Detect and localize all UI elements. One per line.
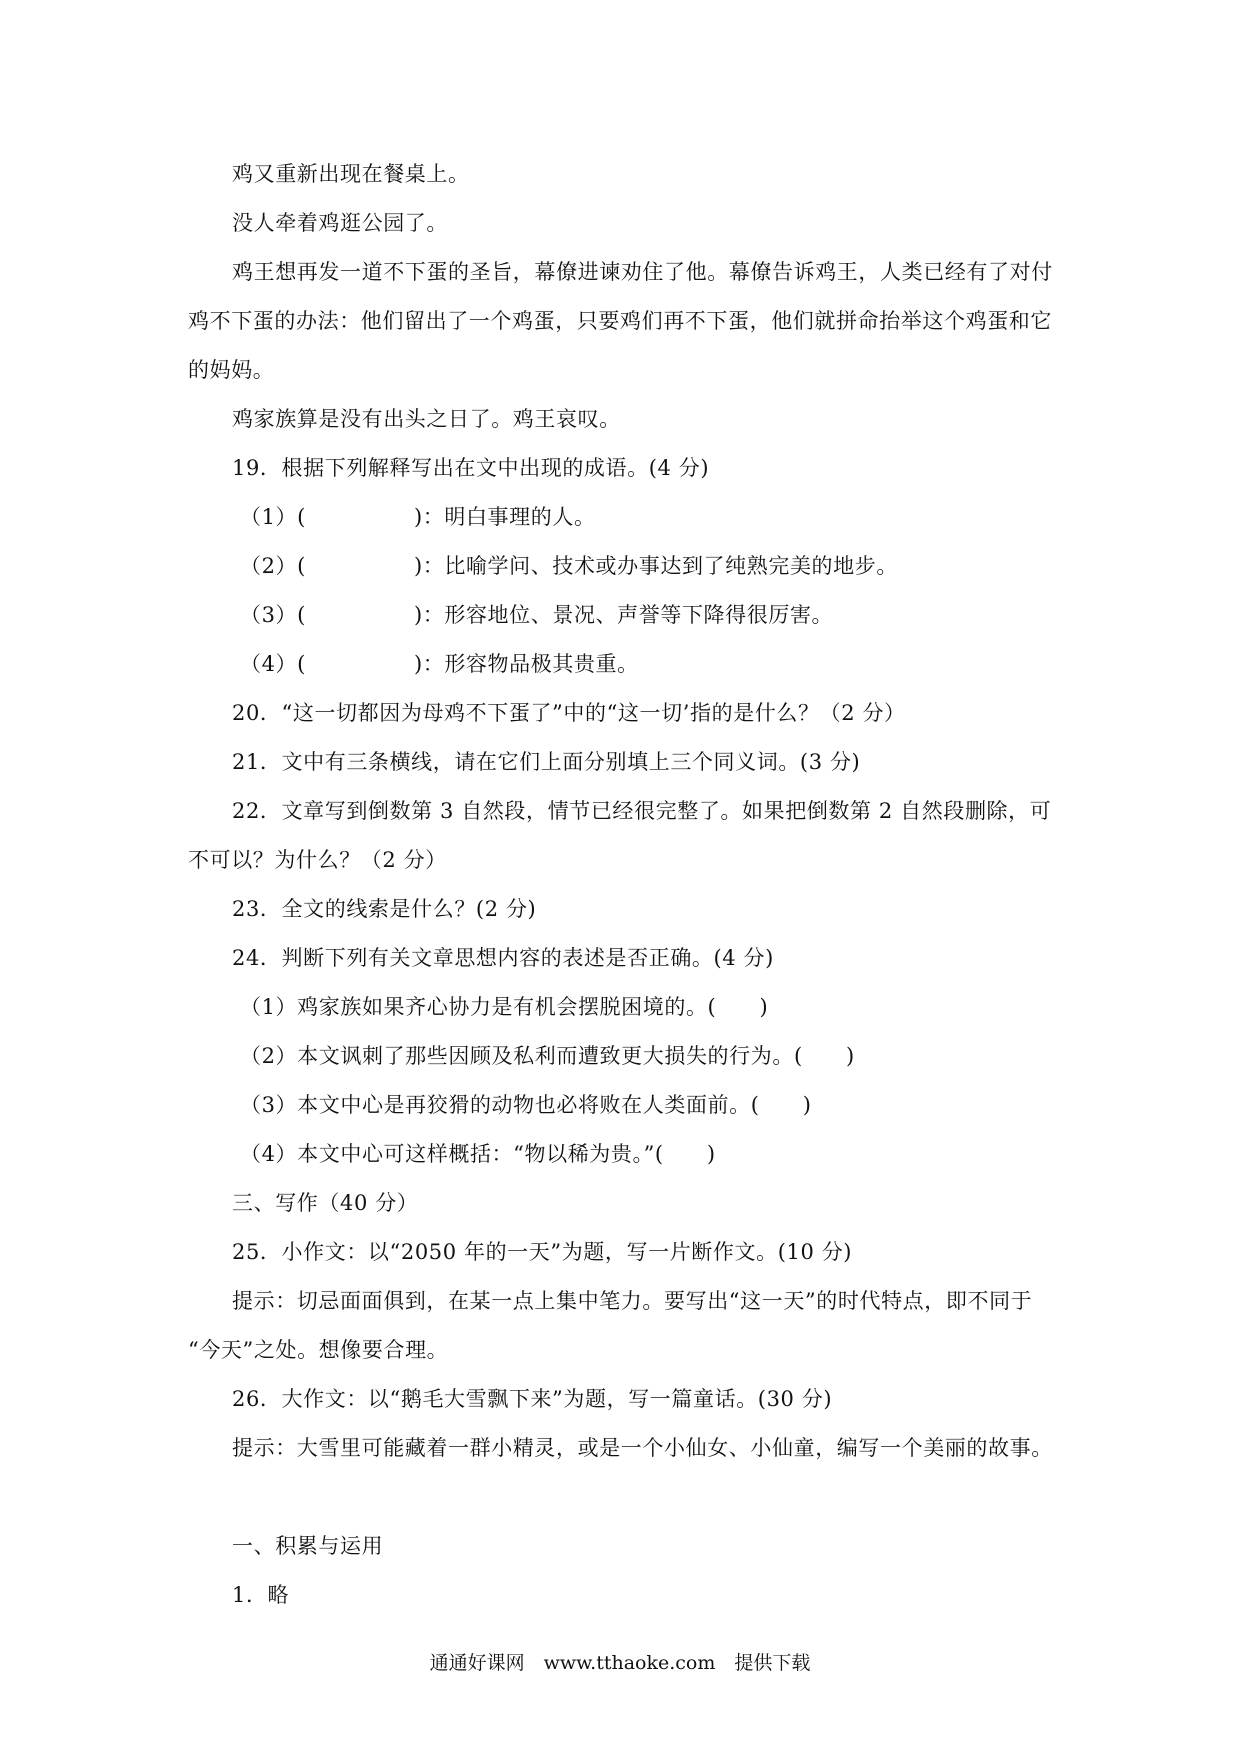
question-21: 21．文中有三条横线，请在它们上面分别填上三个同义词。(3 分) [232,750,861,774]
question-25: 25．小作文：以“2050 年的一天”为题，写一片断作文。(10 分) [232,1240,853,1264]
section-heading-writing: 三、写作（40 分） [232,1191,419,1215]
question-22: 22．文章写到倒数第 3 自然段，情节已经很完整了。如果把倒数第 2 自然段删除，可 [232,799,1052,823]
question-24-item: （2）本文讽刺了那些因顾及私利而遭致更大损失的行为。( ) [240,1044,855,1068]
question-24: 24．判断下列有关文章思想内容的表述是否正确。(4 分) [232,946,774,970]
question-19-item: （2）( )：比喻学问、技术或办事达到了纯熟完美的地步。 [240,554,898,578]
question-22-continued: 不可以？为什么？（2 分） [188,848,447,872]
question-26: 26．大作文：以“鹅毛大雪飘下来”为题，写一篇童话。(30 分) [232,1387,833,1411]
story-paragraph-line: 鸡不下蛋的办法：他们留出了一个鸡蛋，只要鸡们再不下蛋，他们就拼命抬举这个鸡蛋和它 [188,309,1052,333]
story-paragraph: 鸡王想再发一道不下蛋的圣旨，幕僚进谏劝住了他。幕僚告诉鸡王，人类已经有了对付 [232,260,1053,284]
story-paragraph: 鸡又重新出现在餐桌上。 [232,162,470,186]
question-19: 19．根据下列解释写出在文中出现的成语。(4 分) [232,456,710,480]
question-26-hint: 提示：大雪里可能藏着一群小精灵，或是一个小仙女、小仙童，编写一个美丽的故事。 [232,1436,1053,1460]
question-24-item: （1）鸡家族如果齐心协力是有机会摆脱困境的。( ) [240,995,769,1019]
answers-heading: 一、积累与运用 [232,1534,384,1558]
question-24-item: （4）本文中心可这样概括：“物以稀为贵。”( ) [240,1142,716,1166]
question-19-item: （1）( )：明白事理的人。 [240,505,596,529]
story-paragraph: 没人牵着鸡逛公园了。 [232,211,448,235]
question-25-hint-continued: “今天”之处。想像要合理。 [188,1338,449,1362]
question-25-hint: 提示：切忌面面俱到，在某一点上集中笔力。要写出“这一天”的时代特点，即不同于 [232,1289,1033,1313]
page-footer: 通通好课网 www.tthaoke.com 提供下载 [429,1652,811,1674]
question-19-item: （3）( )：形容地位、景况、声誉等下降得很厉害。 [240,603,834,627]
question-23: 23．全文的线索是什么？(2 分) [232,897,537,921]
question-20: 20．“这一切都因为母鸡不下蛋了”中的“这一切’指的是什么？（2 分） [232,701,906,725]
story-paragraph-line: 的妈妈。 [188,358,275,382]
question-24-item: （3）本文中心是再狡猾的动物也必将败在人类面前。( ) [240,1093,812,1117]
question-19-item: （4）( )：形容物品极其贵重。 [240,652,639,676]
answer-1: 1．略 [232,1583,290,1607]
story-paragraph: 鸡家族算是没有出头之日了。鸡王哀叹。 [232,407,621,431]
